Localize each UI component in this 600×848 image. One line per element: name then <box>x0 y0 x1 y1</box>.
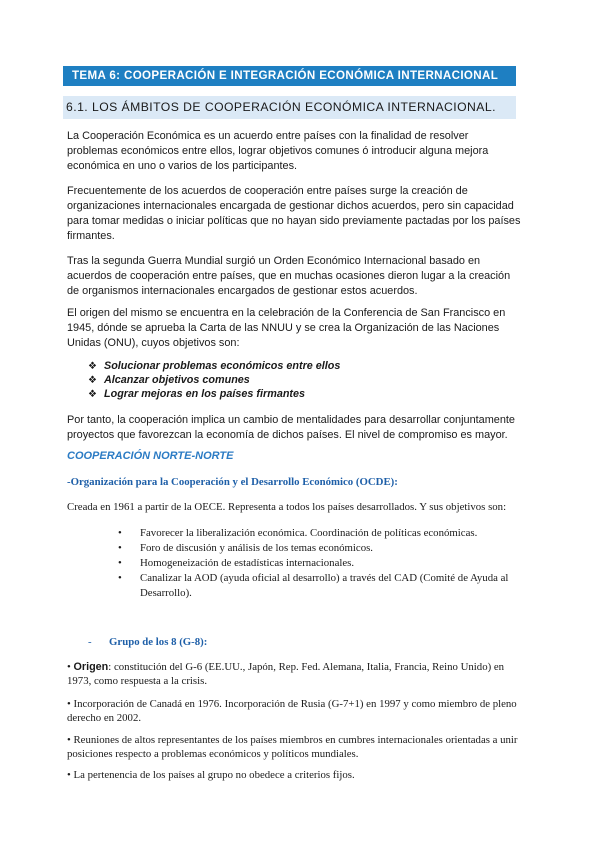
list-item: ❖ Solucionar problemas económicos entre ellos <box>88 360 341 372</box>
list-item: ❖ Alcanzar objetivos comunes <box>88 374 250 386</box>
diamond-bullet-icon: ❖ <box>88 375 97 386</box>
section-heading-north-north: COOPERACIÓN NORTE-NORTE <box>67 450 234 462</box>
ocde-intro: Creada en 1961 a partir de la OECE. Representa a todos los países desarrollados. Y sus objetivos son: <box>67 501 507 513</box>
list-item: ❖ Lograr mejoras en los países firmantes <box>88 388 306 400</box>
list-item: • Favorecer la liberalización económica. Coordinación de políticas económicas. <box>118 527 478 539</box>
diamond-bullet-icon: ❖ <box>88 389 97 400</box>
g8-origin: • Origen: constitución del G-6 (EE.UU., Japón, Rep. Fed. Alemana, Italia, Francia, Reino Unido) en 1973, como respuesta a la crisis. <box>67 661 505 687</box>
onu-objectives-list <box>88 359 340 401</box>
g8-meetings: • Reuniones de altos representantes de los países miembros en cumbres internacionales orientadas a unir posiciones respecto a problemas económicos y políticos mundiales. <box>67 734 518 760</box>
section-title: 6.1. LOS ÁMBITOS DE COOPERACIÓN ECONÓMICA INTERNACIONAL. <box>63 96 516 119</box>
g8-membership: • La pertenencia de los países al grupo no obedece a criterios fijos. <box>67 769 355 781</box>
paragraph-postwar: Tras la segunda Guerra Mundial surgió un Orden Económico Internacional basado en acuerdos de cooperación entre países, que en muchas ocasiones dieron lugar a la creación de organismos internacionales encargados de gestionar estos acuerdos. <box>67 255 511 297</box>
g8-incorporations: • Incorporación de Canadá en 1976. Incorporación de Rusia (G-7+1) en 1997 y como miembro de pleno derecho en 2002. <box>67 698 517 724</box>
paragraph-origin: El origen del mismo se encuentra en la celebración de la Conferencia de San Francisco en 1945, dónde se aprueba la Carta de las NNUU y se crea la Organización de las Naciones Unidas (ONU), cuyos objetivos son: <box>67 307 506 349</box>
list-item: • Homogeneización de estadísticas internacionales. <box>118 557 355 569</box>
g8-origin-label: Origen <box>73 661 109 673</box>
chapter-title: TEMA 6: COOPERACIÓN E INTEGRACIÓN ECONÓMICA INTERNACIONAL <box>63 66 516 86</box>
ocde-heading: -Organización para la Cooperación y el Desarrollo Económico (OCDE): <box>67 476 398 488</box>
dash-bullet-icon: - <box>88 636 92 648</box>
paragraph-definition: La Cooperación Económica es un acuerdo entre países con la finalidad de resolver problemas económicos entre ellos, lograr objetivos comunes ó introducir alguna mejora económica en uno o varios de los participantes. <box>67 130 489 172</box>
ocde-objectives-list <box>118 526 540 601</box>
list-item: • Foro de discusión y análisis de los temas económicos. <box>118 542 373 554</box>
g8-heading: - Grupo de los 8 (G-8): <box>88 636 208 648</box>
list-item: • Canalizar la AOD (ayuda oficial al desarrollo) a través del CAD (Comité de Ayuda al Desarrollo). <box>118 572 509 599</box>
bullet-dot-icon: • <box>118 527 122 539</box>
bullet-dot-icon: • <box>118 557 122 569</box>
bullet-dot-icon: • <box>118 542 122 554</box>
diamond-bullet-icon: ❖ <box>88 361 97 372</box>
paragraph-organizations: Frecuentemente de los acuerdos de cooperación entre países surge la creación de organizaciones internacionales encargada de gestionar dichos acuerdos, pero sin capacidad para tomar medidas o iniciar políticas que no hayan sido previamente pactadas por los países firmantes. <box>67 185 521 242</box>
bullet-dot-icon: • <box>118 572 122 584</box>
paragraph-conclusion: Por tanto, la cooperación implica un cambio de mentalidades para desarrollar conjuntamente proyectos que favorezcan la economía de dichos países. El nivel de compromiso es mayor. <box>67 414 515 441</box>
